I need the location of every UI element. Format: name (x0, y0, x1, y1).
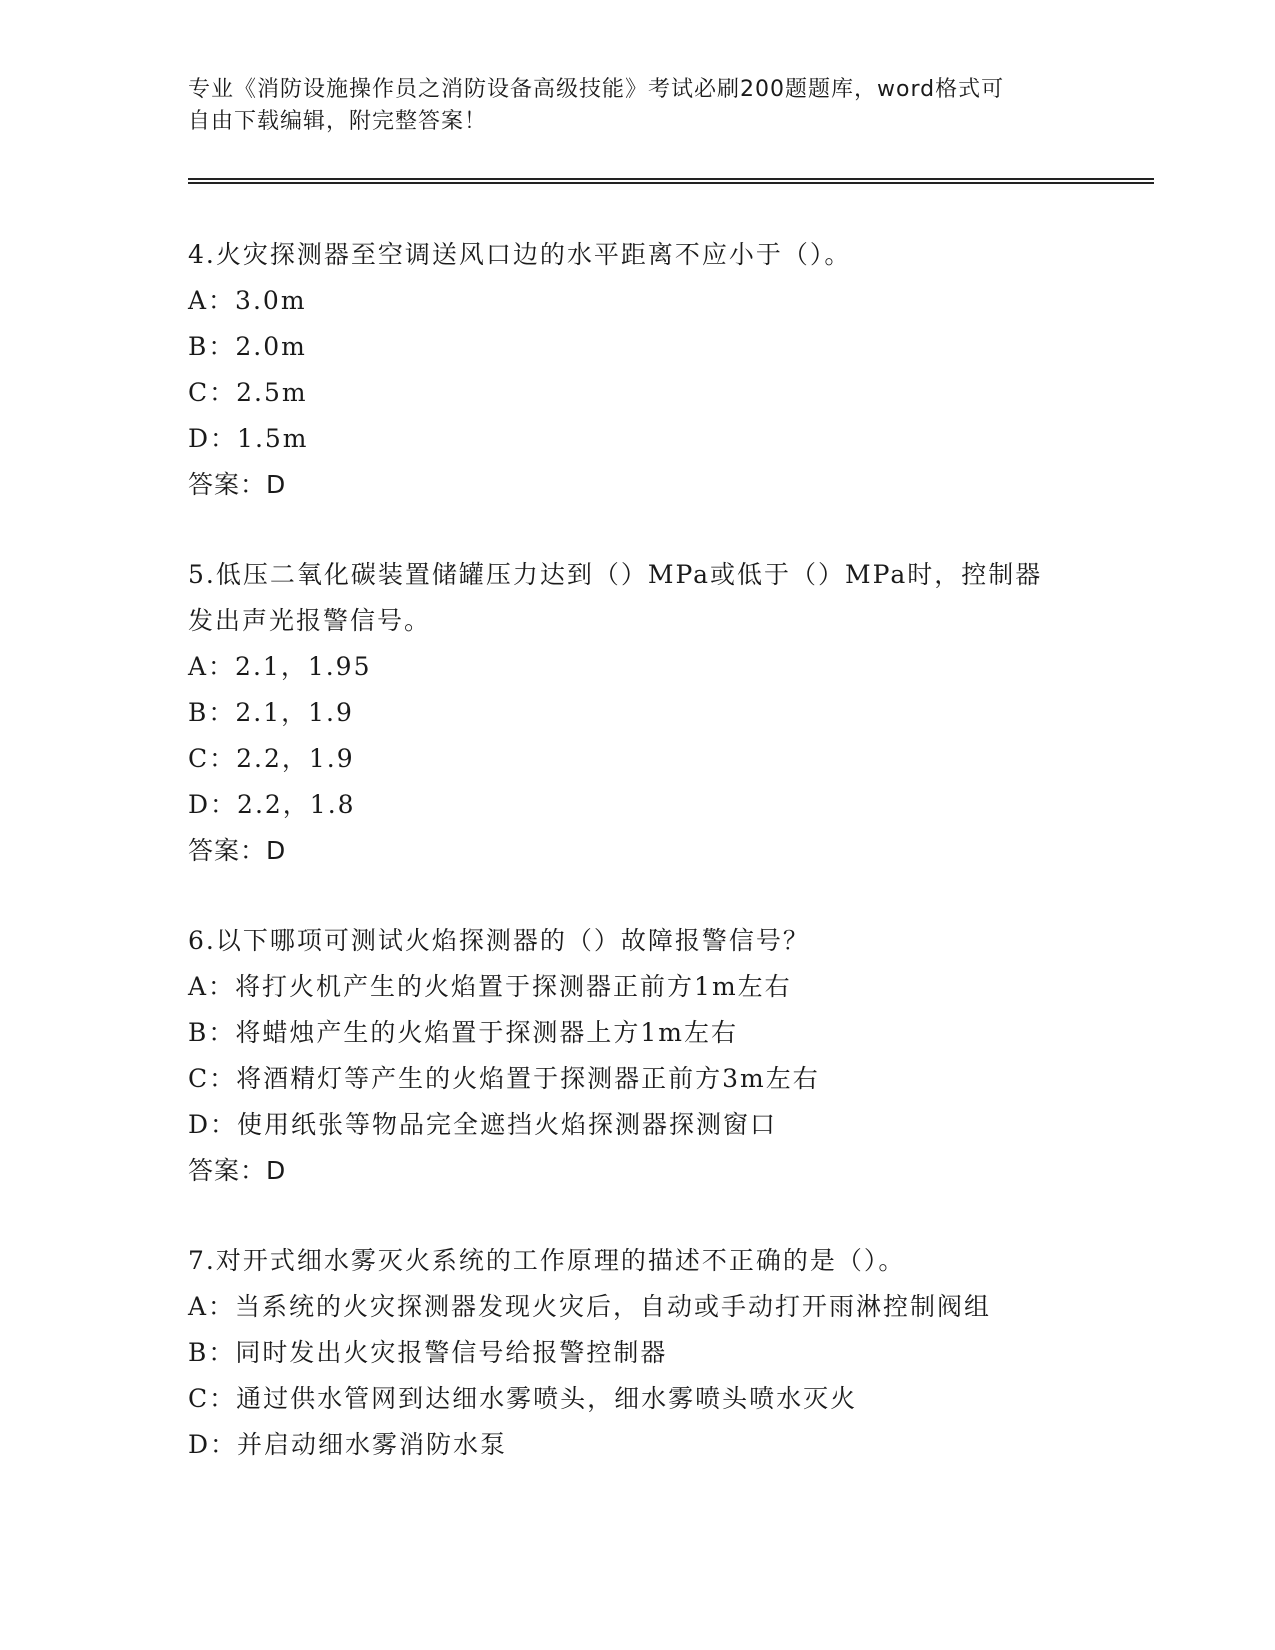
option-c: C：将酒精灯等产生的火焰置于探测器正前方3m左右 (188, 1064, 820, 1093)
option-a: A：2.1，1.95 (188, 652, 372, 681)
option-a: A：将打火机产生的火焰置于探测器正前方1m左右 (188, 972, 792, 1001)
option-d: D：1.5m (188, 424, 309, 453)
option-c: C：2.5m (188, 378, 308, 407)
header-divider-bottom (188, 182, 1154, 184)
option-d: D：2.2，1.8 (188, 790, 356, 819)
option-d: D：并启动细水雾消防水泵 (188, 1430, 508, 1459)
header-line-1: 专业《消防设施操作员之消防设备高级技能》考试必刷200题题库，word格式可 (188, 77, 1005, 102)
question-5 (188, 552, 1088, 874)
question-list (188, 232, 1088, 1468)
question-text-continued: 发出声光报警信号。 (188, 606, 432, 635)
question-text: 5.低压二氧化碳装置储罐压力达到（）MPa或低于（）MPa时，控制器 (188, 560, 1043, 589)
answer-label: 答案：D (188, 1156, 287, 1185)
question-7 (188, 1238, 1088, 1468)
header-divider-top (188, 178, 1154, 180)
option-b: B：2.0m (188, 332, 307, 361)
answer-label: 答案：D (188, 836, 287, 865)
option-c: C：2.2，1.9 (188, 744, 355, 773)
question-text: 4.火灾探测器至空调送风口边的水平距离不应小于（）。 (188, 240, 852, 269)
option-a: A：当系统的火灾探测器发现火灾后，自动或手动打开雨淋控制阀组 (188, 1292, 992, 1321)
question-6 (188, 918, 1088, 1194)
option-b: B：2.1，1.9 (188, 698, 354, 727)
option-c: C：通过供水管网到达细水雾喷头，细水雾喷头喷水灭火 (188, 1384, 858, 1413)
option-d: D：使用纸张等物品完全遮挡火焰探测器探测窗口 (188, 1110, 778, 1139)
question-text: 6.以下哪项可测试火焰探测器的（）故障报警信号？ (188, 926, 810, 955)
document-header (188, 74, 1088, 138)
option-b: B：将蜡烛产生的火焰置于探测器上方1m左右 (188, 1018, 738, 1047)
answer-label: 答案：D (188, 470, 287, 499)
header-line-2: 自由下载编辑，附完整答案！ (188, 109, 488, 134)
question-4 (188, 232, 1088, 508)
option-b: B：同时发出火灾报警信号给报警控制器 (188, 1338, 668, 1367)
option-a: A：3.0m (188, 286, 307, 315)
question-text: 7.对开式细水雾灭火系统的工作原理的描述不正确的是（）。 (188, 1246, 906, 1275)
